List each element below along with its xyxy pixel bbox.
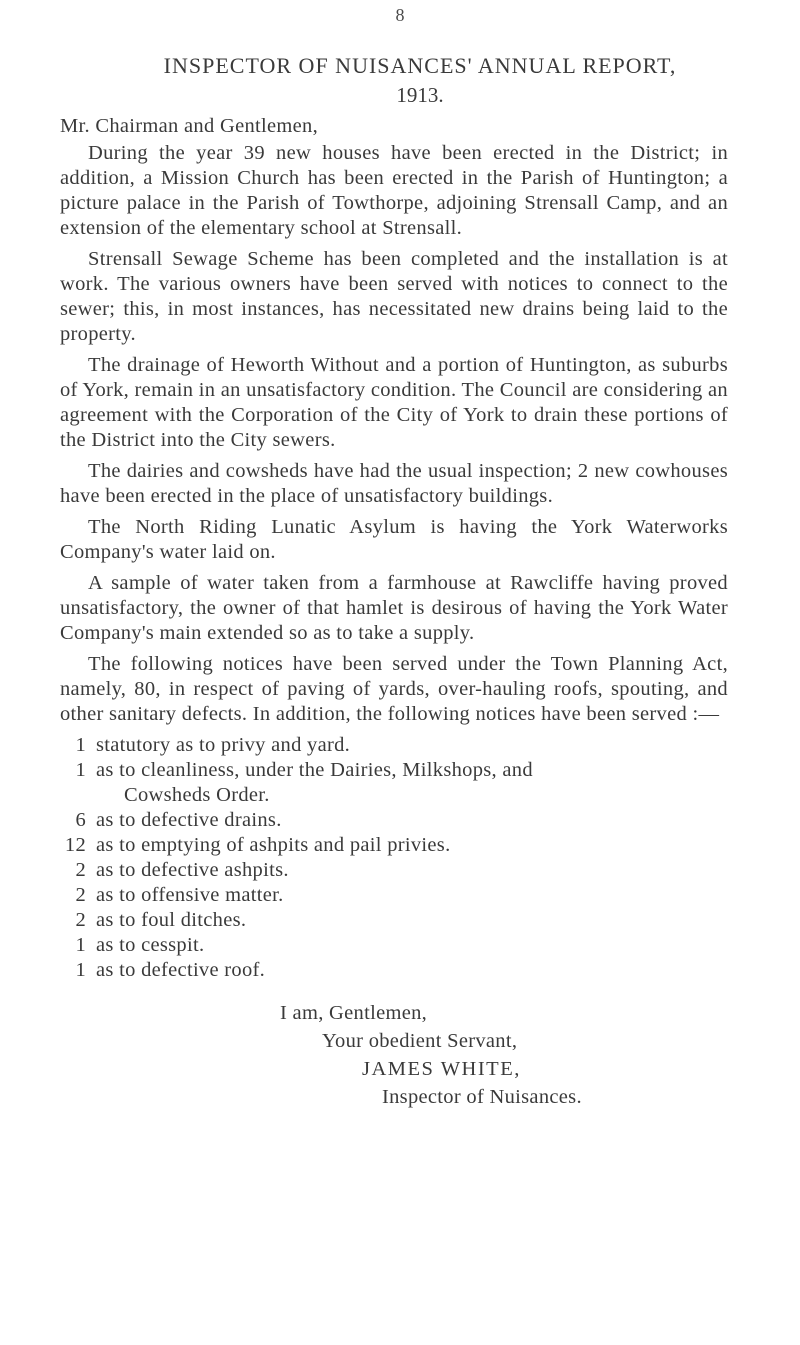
notice-item	[50, 858, 728, 883]
signatory-name: JAMES WHITE,	[362, 1058, 521, 1080]
closing-valediction: Your obedient Servant,	[322, 1030, 518, 1052]
notice-count: 2	[75, 909, 86, 931]
notice-text: statutory as to privy and yard.	[96, 734, 351, 756]
report-title: INSPECTOR OF NUISANCES' ANNUAL REPORT,	[163, 53, 677, 78]
closing-greeting: I am, Gentlemen,	[280, 1002, 428, 1024]
notice-item	[50, 933, 728, 958]
notice-item	[50, 908, 728, 933]
notice-item	[50, 883, 728, 908]
paragraph-dairies: The dairies and cowsheds have had the usual inspection; 2 new cowhouses have been erected in the place of unsatisfactory buildings.	[60, 460, 728, 507]
notice-item	[50, 833, 728, 858]
notice-text: as to defective roof.	[96, 959, 266, 981]
notice-count: 12	[64, 834, 86, 856]
paragraph-new-buildings: During the year 39 new houses have been erected in the District; in addition, a Mission Church has been erected in the Parish of Huntington; a picture palace in the Parish of Towthorpe, adjoining Strensall Camp, and an extension of the elementary school at Strensall.	[60, 142, 728, 239]
notice-count: 1	[75, 734, 86, 756]
notice-text-continuation: Cowsheds Order.	[124, 784, 270, 806]
notice-count: 1	[75, 934, 86, 956]
notice-count: 2	[75, 884, 86, 906]
notice-text: as to offensive matter.	[96, 884, 284, 906]
notice-text: as to defective drains.	[96, 809, 282, 831]
notices-list	[50, 733, 728, 983]
notice-text: as to emptying of ashpits and pail privies.	[96, 834, 451, 856]
report-body	[50, 114, 728, 1111]
notice-item	[50, 958, 728, 983]
paragraph-drainage: The drainage of Heworth Without and a portion of Huntington, as suburbs of York, remain in an unsatisfactory condition. The Council are considering an agreement with the Corporation of the City of York to drain these portions of the District into the City sewers.	[60, 354, 728, 451]
notice-text: as to defective ashpits.	[96, 859, 289, 881]
report-year: 1913.	[396, 83, 444, 107]
notice-item	[50, 758, 728, 808]
notice-count: 2	[75, 859, 86, 881]
notice-item	[50, 733, 728, 758]
paragraph-asylum-water: The North Riding Lunatic Asylum is having the York Waterworks Company's water laid on.	[60, 516, 728, 563]
notice-text: as to cleanliness, under the Dairies, Milkshops, and Cowsheds Order.	[96, 758, 728, 808]
notice-item	[50, 808, 728, 833]
notice-count: 6	[75, 809, 86, 831]
paragraph-sewage-scheme: Strensall Sewage Scheme has been completed and the installation is at work. The various owners have been served with notices to connect to the sewer; this, in most instances, has necessitated new drains being laid to the property.	[60, 248, 728, 345]
salutation: Mr. Chairman and Gentlemen,	[60, 115, 319, 137]
notice-text: as to foul ditches.	[96, 909, 247, 931]
notice-count: 1	[75, 759, 86, 781]
notice-count: 1	[75, 959, 86, 981]
page-number: 8	[395, 5, 405, 25]
signatory-title: Inspector of Nuisances.	[382, 1086, 582, 1108]
paragraph-water-sample: A sample of water taken from a farmhouse at Rawcliffe having proved unsatisfactory, the owner of that hamlet is desirous of having the York Water Company's main extended so as to take a supply.	[60, 572, 728, 644]
letter-closing	[50, 999, 728, 1111]
notice-text: as to cesspit.	[96, 934, 205, 956]
paragraph-notices-intro: The following notices have been served under the Town Planning Act, namely, 80, in respect of paving of yards, over-hauling roofs, spouting, and other sanitary defects. In addition, the following notices have been served :—	[60, 653, 728, 725]
